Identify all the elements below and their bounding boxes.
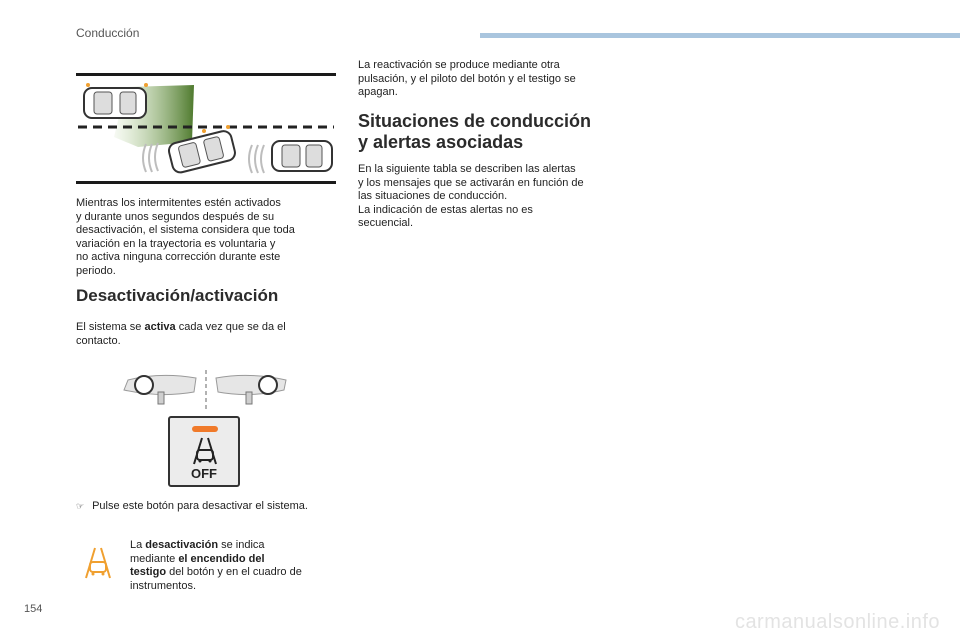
indicator-light [192, 426, 218, 432]
lane-departure-icon [188, 436, 222, 466]
lane-assist-off-button[interactable] [168, 416, 240, 487]
section-heading-deactivation: Desactivación/activación [76, 286, 279, 305]
car-upper [84, 83, 148, 118]
intro-paragraph: Mientras los intermitentes estén activados y durante unos segundos después de su desactivación, el sistema considera que toda variación en la trayectoria es voluntaria y no activa ninguna corrección durante este periodo. [76, 197, 295, 277]
lane-warning-icon [80, 546, 116, 580]
header-bar [480, 33, 960, 38]
situations-paragraph: En la siguiente tabla se describen las alertas y los mensajes que se activarán en función de las situaciones de conducción. La indicación de estas alertas no es secuencial. [358, 163, 584, 229]
car-right [272, 141, 332, 171]
activation-paragraph: El sistema se activa cada vez que se da el contacto. [76, 321, 286, 347]
reactivation-paragraph: La reactivación se produce mediante otra pulsación, y el piloto del botón y el testigo se apagan. [358, 59, 576, 98]
section-title: Conducción [76, 26, 140, 40]
off-label: OFF [191, 466, 217, 481]
deactivation-note: La desactivación se indica mediante el encendido del testigo del botón y en el cuadro de instrumentos. [130, 539, 302, 592]
dashboard-illustration [120, 368, 290, 414]
pointer-bullet-icon: ☞ [76, 501, 85, 511]
steering-wheel-right [259, 376, 277, 394]
lane-change-illustration [76, 77, 336, 180]
page-number: 154 [24, 603, 43, 615]
illustration-top-rule [76, 73, 336, 76]
section-heading-situations: Situaciones de conducción y alertas asociadas [358, 111, 592, 152]
watermark: carmanualsonline.info [734, 611, 940, 633]
steering-wheel-left [135, 376, 153, 394]
bullet-press-button: ☞ Pulse este botón para desactivar el sistema. [76, 500, 308, 512]
illustration-bottom-rule [76, 181, 336, 184]
